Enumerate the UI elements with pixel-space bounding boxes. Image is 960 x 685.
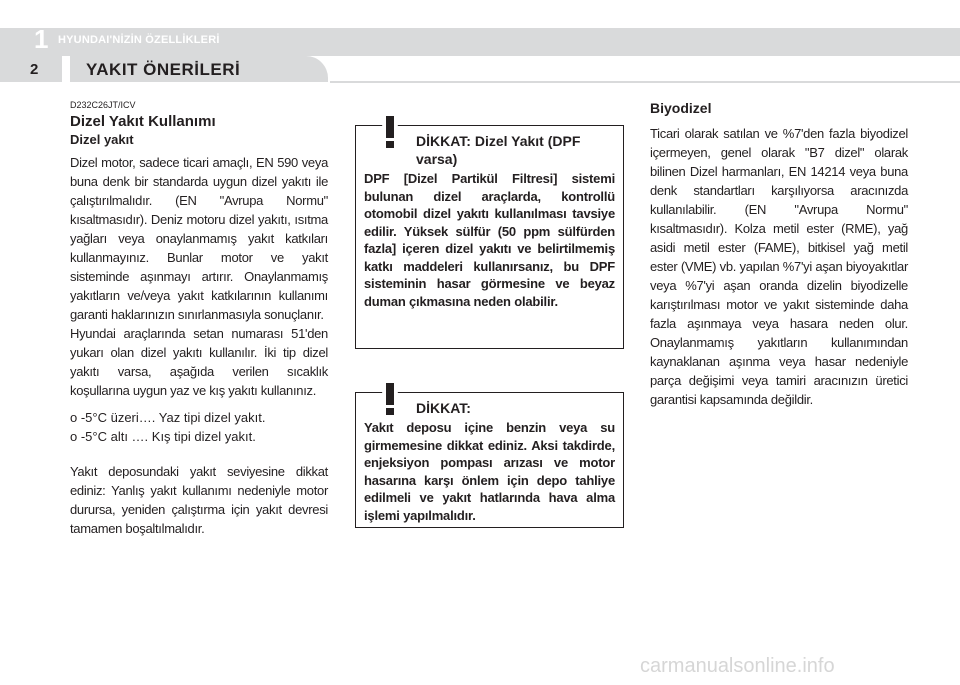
exclamation-icon: [366, 110, 414, 152]
section-heading: Dizel Yakıt Kullanımı: [70, 113, 216, 130]
warning-text: Yakıt deposu içine benzin veya su girmemesine dikkat ediniz. Aksi takdirde, enjeksiyon pompası arızası ve motor hasarına karşı önlem için depo tahliye edilmeli ve yakıt hatlarında hava alma işlemi yapılmalıdır.: [364, 420, 615, 523]
warning-title: DİKKAT: Dizel Yakıt (DPF varsa): [416, 133, 581, 167]
section-subheading: Dizel yakıt: [70, 132, 134, 147]
list-item: o -5°C üzeri…. Yaz tipi dizel yakıt.: [70, 410, 266, 425]
warning-box-dpf: [355, 125, 624, 349]
document-code: D232C26JT/ICV: [70, 100, 136, 110]
list-item: o -5°C altı …. Kış tipi dizel yakıt.: [70, 429, 256, 444]
biodiesel-paragraph: Ticari olarak satılan ve %7'den fazla biyodizel içermeyen, genel olarak "B7 dizel" olarak bilinen Dizel harmanları, EN 14214 veya buna denk standartları karşılıyorsa aracınızda kullanılabilir. (EN "Avrupa Normu" kısaltmasıdır). Kolza metil ester (RME), yağ asidi metil ester (FAME), bitkisel yağ metil ester (VME) vb. yapılan %7'yi aşan biyoyakıtlar veya %7'yi aşan oranda dizelin biyodizelle karıştırılması motor ve yakıt sisteminde daha fazla aşınmaya veya hasara neden olur. Onaylanmamış yakıtların kullanımından kaynaklanan aşınma veya hasar nedeniyle parça değişimi veya tamiri aracınızın üretici garantisi kapsamında değildir.: [650, 126, 908, 407]
body-paragraph-3: Yakıt deposundaki yakıt seviyesine dikkat ediniz: Yanlış yakıt kullanımı nedeniyle motor durursa, yeniden çalıştırma için yakıt devresi tamamen boşaltılmalıdır.: [70, 464, 328, 536]
body-paragraph-1: Dizel motor, sadece ticari amaçlı, EN 590 veya buna denk bir standarda uygun dizel yakıtı ile çalıştırılmalıdır. (EN "Avrupa Normu" kısaltmasıdır). Deniz motoru dizel yakıtı, ısıtma yağları veya onaylanmamış yakıt katkıları kullanmayınız. Bunlar motor ve yakıt sisteminde aşınmayı artırır. Onaylanmamış yakıtların ve/veya yakıt katkılarının kullanımı garanti haklarınızın sınırlanmasıyla sonuçlanır.: [70, 155, 328, 322]
warning-title: DİKKAT:: [416, 400, 471, 416]
section-title: YAKIT ÖNERİLERİ: [86, 60, 241, 79]
warning-box-fuel-tank: [355, 392, 624, 528]
body-paragraph-2: Hyundai araçlarında setan numarası 51'den yukarı olan dizel yakıtı kullanılır. İki tip dizel yakıtı varsa, aşağıda verilen sıcaklık koşullarına uygun yaz ve kış yakıtı kullanınız.: [70, 326, 328, 398]
spacer: [70, 446, 328, 454]
page-number: 2: [30, 61, 39, 78]
left-column: [70, 100, 328, 538]
warning-text: DPF [Dizel Partikül Filtresi] sistemi bulunan dizel araçlarda, kontrollü otomobil dizel yakıtı kullanılması tavsiye edilir. Yüksek sülfür (50 ppm sülfürden fazla] içeren dizel yakıtı ve belirtilmemiş katkı maddeleri kullanırsanız, bu DPF sisteminin hasar görmesine ve beyaz duman çıkmasına neden olabilir.: [364, 171, 615, 309]
spacer: [70, 454, 328, 462]
chapter-title: HYUNDAI'NİZİN ÖZELLİKLERİ: [58, 34, 220, 46]
exclamation-icon: [366, 377, 414, 419]
watermark: carmanualsonline.info: [640, 655, 835, 677]
spacer: [70, 400, 328, 408]
right-column: [650, 100, 908, 409]
biodiesel-heading: Biyodizel: [650, 100, 712, 116]
chapter-number: 1: [34, 24, 49, 54]
header-divider: [330, 81, 960, 83]
